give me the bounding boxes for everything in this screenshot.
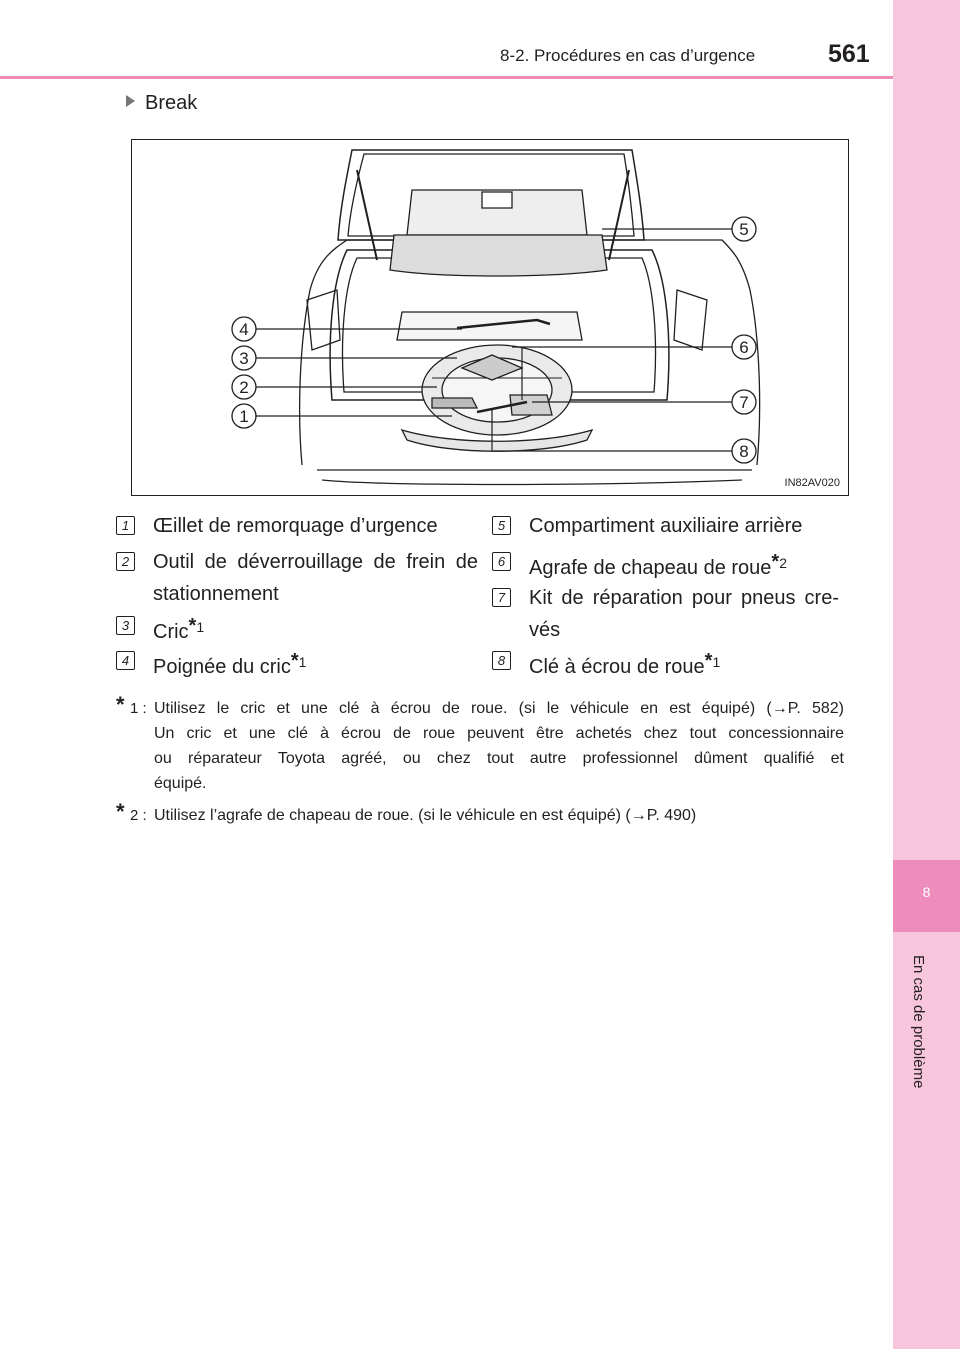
callout-6-label: 6 <box>739 338 749 357</box>
callout-6 <box>732 335 756 359</box>
legend-number: 2 <box>116 552 135 571</box>
section-title: 8-2. Procédures en cas d’urgence <box>500 46 756 65</box>
trunk-illustration <box>131 139 849 496</box>
callout-8 <box>732 439 756 463</box>
variant-label: Break <box>145 92 198 114</box>
legend-text-line2: vés <box>529 619 561 641</box>
footnote-2 <box>116 799 846 831</box>
legend-text: Compartiment auxiliaire arrière <box>529 515 803 537</box>
legend-text-line1: Kit de réparation pour pneus cre- <box>529 587 839 609</box>
variant-heading <box>126 92 197 115</box>
chapter-number: 8 <box>922 884 931 900</box>
trunk-drawing <box>132 140 847 494</box>
footnote-ref: *1 <box>704 650 721 672</box>
chapter-label: En cas de problème <box>910 955 927 1089</box>
callout-4 <box>232 317 256 341</box>
callout-7-label: 7 <box>739 393 749 412</box>
callout-1 <box>232 404 256 428</box>
callout-5-label: 5 <box>739 220 749 239</box>
legend-text: Poignée du cric <box>153 656 291 678</box>
header-rule <box>0 76 893 79</box>
callout-8-label: 8 <box>739 442 749 461</box>
footnote-number: 1 : <box>130 700 147 717</box>
footnote-number: 2 : <box>130 807 147 824</box>
legend-text-line1: Outil de déverrouillage de frein de <box>153 551 478 573</box>
footnote-text: Utilisez l’agrafe de chapeau de roue. (si le véhicule en est équipé) (→P. 490) <box>154 807 697 824</box>
callout-2-label: 2 <box>239 378 249 397</box>
callout-4-label: 4 <box>239 320 249 339</box>
legend-number: 8 <box>492 651 511 670</box>
legend-number: 6 <box>492 552 511 571</box>
callout-5 <box>732 217 756 241</box>
callout-1-label: 1 <box>239 407 249 426</box>
legend-number: 7 <box>492 588 511 607</box>
legend-number: 1 <box>116 516 135 535</box>
footnote-ref: *1 <box>290 650 307 672</box>
legend-text-line2: stationnement <box>153 583 279 605</box>
legend-text: Agrafe de chapeau de roue <box>529 557 772 579</box>
side-strip <box>893 0 960 1349</box>
legend-number: 4 <box>116 651 135 670</box>
legend-text: Cric <box>153 621 189 643</box>
figure-code: IN82AV020 <box>784 477 840 489</box>
footnote-1 <box>116 692 846 796</box>
callout-2 <box>232 375 256 399</box>
legend-text: Œillet de remorquage d’urgence <box>153 515 438 537</box>
legend-number: 5 <box>492 516 511 535</box>
callout-7 <box>732 390 756 414</box>
footnote-star: * <box>116 692 125 717</box>
legend-text: Clé à écrou de roue <box>529 656 705 678</box>
footnote-ref: *2 <box>771 551 788 573</box>
footnote-text: Utilisez le cric et une clé à écrou de roue. (si le véhicule en est équipé) (→P. 582) Un cric et une clé à écrou de roue peuvent être achetés chez tout concessionnaire ou réparateur Toyota agréé, ou chez tout autre professionnel dûment qualifié et équipé. <box>154 700 844 792</box>
legend-number: 3 <box>116 616 135 635</box>
callout-3 <box>232 346 256 370</box>
callout-3-label: 3 <box>239 349 249 368</box>
footnote-ref: *1 <box>188 615 205 637</box>
footnote-star: * <box>116 799 125 824</box>
page-number: 561 <box>828 40 870 68</box>
triangle-bullet-icon <box>126 95 135 107</box>
